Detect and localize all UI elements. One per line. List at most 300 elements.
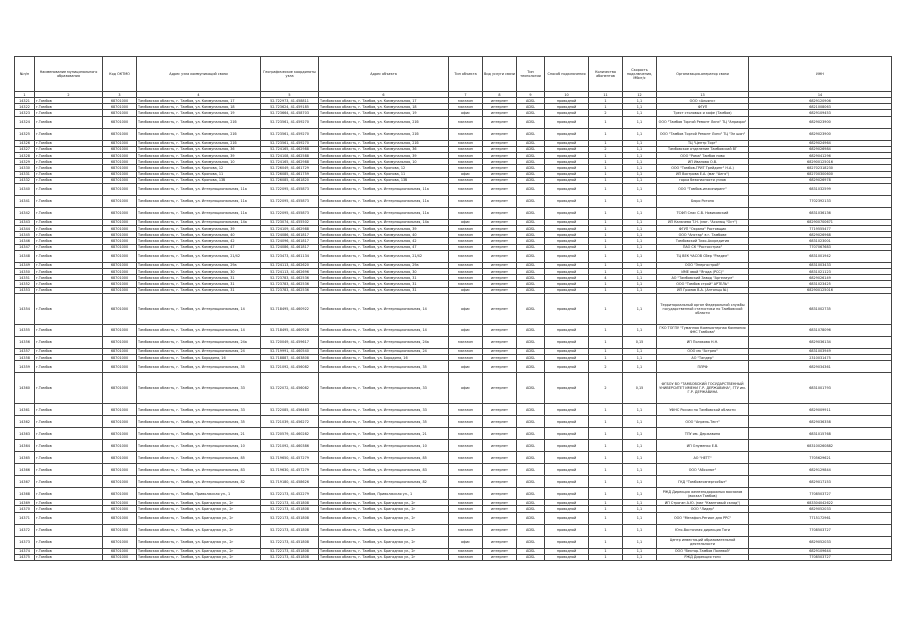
table-cell: интернет xyxy=(483,269,517,275)
table-cell: 1,1 xyxy=(623,324,657,336)
table-cell: магазин xyxy=(449,226,483,232)
table-cell: проводной xyxy=(545,128,589,140)
table-cell: 1 xyxy=(589,452,623,464)
table-cell: 14374 xyxy=(15,548,35,554)
column-header: Тип технологии xyxy=(517,57,545,92)
table-cell: г.Тамбов xyxy=(35,262,103,268)
table-cell: 14340 xyxy=(15,183,35,195)
table-cell: 1,1 xyxy=(623,165,657,171)
table-cell: ADSL xyxy=(517,428,545,440)
table-cell: 14372 xyxy=(15,524,35,536)
table-cell: 52.724113, 41.462696 xyxy=(261,269,319,275)
table-cell: 1,1 xyxy=(623,128,657,140)
table-cell: Тамбовская область, г. Тамбов, ул. Интернациональная, 33 xyxy=(137,373,261,404)
table-cell: Тамбовская область, г. Тамбов, ул. Кронова, 11 xyxy=(137,171,261,177)
table-cell: 6829129844 xyxy=(749,464,892,476)
table-cell: 52.722173, 41.451808 xyxy=(261,554,319,560)
table-cell: проводной xyxy=(545,416,589,428)
table-cell: Тамбовская область, г. Тамбов, Приволжская ул., 1 xyxy=(137,488,261,500)
table-cell: 14352 xyxy=(15,281,35,287)
table-cell: 1 xyxy=(589,207,623,219)
table-cell: интернет xyxy=(483,104,517,110)
table-cell: 1 xyxy=(589,238,623,244)
table-cell: Тамбовская область, г. Тамбов, ул. Кронова, 11 xyxy=(319,171,449,177)
table-cell: Тамбовская область, г. Тамбов, ул. Коммунальная, 18 xyxy=(137,104,261,110)
table-cell: 1,1 xyxy=(623,116,657,128)
table-cell: 1 xyxy=(589,464,623,476)
table-cell: 1 xyxy=(589,159,623,165)
table-cell: Тамбовская область, г. Тамбов, Приволжская ул., 1 xyxy=(319,488,449,500)
table-cell: 68701000 xyxy=(103,452,137,464)
table-cell: 1 xyxy=(589,104,623,110)
table-cell: ИП Калачева Т.Н. (маг. "Асолюц "Ост") xyxy=(657,219,749,225)
table-cell: проводной xyxy=(545,524,589,536)
table-cell: магазин xyxy=(449,404,483,416)
table-cell: Тамбовская область, г. Тамбов, ул. Коммунальная, 42 xyxy=(319,238,449,244)
table-cell: 52.721092, 41.460386 xyxy=(261,440,319,452)
table-cell: 1,1 xyxy=(623,195,657,207)
table-cell: г.Тамбов xyxy=(35,361,103,373)
table-cell: 7715172961 xyxy=(749,512,892,524)
table-cell: 6831002735 xyxy=(749,293,892,324)
table-cell: 52.723783, 41.462536 xyxy=(261,287,319,293)
table-cell: ADSL xyxy=(517,159,545,165)
column-header: Количество абонентов xyxy=(589,57,623,92)
table-cell: 52.726049, 41.461729 xyxy=(261,165,319,171)
table-cell: Тамбовская область, г. Тамбов, ул. Интернациональная, 24а xyxy=(319,336,449,348)
table-cell: ADSL xyxy=(517,324,545,336)
table-cell: ADSL xyxy=(517,183,545,195)
table-cell: проводной xyxy=(545,226,589,232)
table-cell: 6829026968 xyxy=(749,232,892,238)
table-cell: 68701000 xyxy=(103,524,137,536)
table-cell: офис xyxy=(449,324,483,336)
table-cell: 52.724096, 41.461817 xyxy=(261,238,319,244)
table-cell: проводной xyxy=(545,269,589,275)
table-cell: 6821008063 xyxy=(749,104,892,110)
table-cell: интернет xyxy=(483,500,517,506)
table-cell: интернет xyxy=(483,232,517,238)
table-cell: 1,1 xyxy=(623,226,657,232)
table-cell: г.Тамбов xyxy=(35,404,103,416)
table-cell: ADSL xyxy=(517,195,545,207)
column-header: Адрес объекта xyxy=(319,57,449,92)
table-cell: 1,1 xyxy=(623,219,657,225)
table-cell: ADSL xyxy=(517,226,545,232)
table-cell: 1 xyxy=(589,348,623,354)
column-number: 2 xyxy=(35,92,103,98)
table-row xyxy=(15,195,892,207)
table-cell: Юго-Восточная дирекция Тяги xyxy=(657,524,749,536)
table-cell: 68701000 xyxy=(103,373,137,404)
table-cell: 52.723664, 41.458703 xyxy=(261,110,319,116)
table-row xyxy=(15,324,892,336)
column-header: Код ОКТМО xyxy=(103,57,137,92)
table-cell: магазин xyxy=(449,506,483,512)
table-cell: 14327 xyxy=(15,146,35,152)
table-cell: офис xyxy=(449,287,483,293)
table-cell: ТЦ ВЕК ЧАСОВ Сбер "Раздел" xyxy=(657,250,749,262)
table-cell: интернет xyxy=(483,110,517,116)
table-cell: ИП Полякова Н.Н. xyxy=(657,336,749,348)
table-cell: интернет xyxy=(483,548,517,554)
table-cell: интернет xyxy=(483,536,517,548)
table-cell: 52.722072, 41.456082 xyxy=(261,373,319,404)
table-cell: проводной xyxy=(545,177,589,183)
table-cell: ООО "Лидер" xyxy=(657,506,749,512)
table-cell: 6829052033 xyxy=(749,536,892,548)
table-cell: АО "Тандер" xyxy=(657,354,749,360)
table-cell: интернет xyxy=(483,195,517,207)
table-cell: проводной xyxy=(545,404,589,416)
table-cell: АО "Тамбовский Завод "Аргелиум" xyxy=(657,275,749,281)
table-cell: Тамбовская область, г. Тамбов, ул. Бригадная ул., 2г xyxy=(319,536,449,548)
table-cell: 52.723473, 41.461134 xyxy=(261,250,319,262)
table-cell: проводной xyxy=(545,500,589,506)
table-cell: 68701000 xyxy=(103,404,137,416)
table-cell: офис xyxy=(449,361,483,373)
table-cell: Тамбовская область, г. Тамбов, ул. Интернациональная, 14 xyxy=(137,293,261,324)
table-cell: г.Тамбов xyxy=(35,159,103,165)
table-cell: Тамбовская область, г. Тамбов, ул. Коммунальная, 21б xyxy=(137,140,261,146)
table-cell: 1,1 xyxy=(623,140,657,146)
table-cell: 1,1 xyxy=(623,152,657,158)
table-cell: 1 xyxy=(589,177,623,183)
table-cell: г.Тамбов xyxy=(35,416,103,428)
table-cell: 68701000 xyxy=(103,324,137,336)
table-cell: ADSL xyxy=(517,293,545,324)
table-cell: проводной xyxy=(545,488,589,500)
spreadsheet-page xyxy=(14,56,891,561)
table-cell: 14371 xyxy=(15,512,35,524)
table-cell: 52.721039, 41.456272 xyxy=(261,416,319,428)
table-cell: 1,1 xyxy=(623,293,657,324)
table-cell: проводной xyxy=(545,207,589,219)
table-cell: г.Тамбов xyxy=(35,226,103,232)
table-cell: г.Тамбов xyxy=(35,324,103,336)
table-cell: 68701000 xyxy=(103,110,137,116)
table-cell: Тамбовская область, г. Тамбов, ул. Коммунальная, 21б xyxy=(137,128,261,140)
table-cell: 1,1 xyxy=(623,404,657,416)
table-cell: интернет xyxy=(483,98,517,104)
table-cell: г.Тамбов xyxy=(35,548,103,554)
table-cell: 1,1 xyxy=(623,428,657,440)
column-header: №п/п xyxy=(15,57,35,92)
table-cell: 52.718887, 41.463808 xyxy=(261,354,319,360)
table-cell: магазин xyxy=(449,500,483,506)
table-cell: интернет xyxy=(483,146,517,152)
table-cell: Тамбовская область, г. Тамбов, ул. Коммунальная, 31 xyxy=(319,275,449,281)
table-cell: 14332 xyxy=(15,177,35,183)
table-row xyxy=(15,128,892,140)
table-cell: 68701000 xyxy=(103,548,137,554)
table-row xyxy=(15,536,892,548)
table-cell: проводной xyxy=(545,554,589,560)
table-cell: Тамбовская область, г. Тамбов, ул. Интернациональная, 21 xyxy=(319,428,449,440)
table-cell: проводной xyxy=(545,361,589,373)
table-cell: магазин xyxy=(449,250,483,262)
table-cell: проводной xyxy=(545,440,589,452)
table-cell: 682702318230 xyxy=(749,165,892,171)
table-cell: 0,15 xyxy=(623,336,657,348)
table-cell: 68701000 xyxy=(103,195,137,207)
table-cell: интернет xyxy=(483,171,517,177)
table-cell: 1,1 xyxy=(623,110,657,116)
table-cell: ADSL xyxy=(517,244,545,250)
table-cell: 1,1 xyxy=(623,536,657,548)
table-cell: 1,1 xyxy=(623,440,657,452)
table-cell: интернет xyxy=(483,354,517,360)
table-cell: 52.722173, 41.451808 xyxy=(261,524,319,536)
table-cell: ADSL xyxy=(517,336,545,348)
table-cell: проводной xyxy=(545,324,589,336)
table-cell: 2 xyxy=(589,146,623,152)
table-cell: Тамбовская область, г. Тамбов, ул. Интернациональная, 14 xyxy=(319,324,449,336)
table-cell: магазин xyxy=(449,128,483,140)
table-cell: интернет xyxy=(483,152,517,158)
table-cell: проводной xyxy=(545,373,589,404)
table-row xyxy=(15,404,892,416)
table-cell: ADSL xyxy=(517,404,545,416)
table-cell: 682900125016 xyxy=(749,159,892,165)
column-number: 1 xyxy=(15,92,35,98)
table-cell: 1,1 xyxy=(623,262,657,268)
table-cell: 14366 xyxy=(15,464,35,476)
table-cell: 6831003949 xyxy=(749,348,892,354)
table-cell: 52.718495, 41.460922 xyxy=(261,293,319,324)
table-cell: ООО "Тамбов-инжиниринг" xyxy=(657,183,749,195)
table-cell: 1,1 xyxy=(623,269,657,275)
table-row xyxy=(15,416,892,428)
table-cell: Тамбовская область, г. Тамбов, ул. Коммунальная, 21б xyxy=(319,116,449,128)
table-cell: Трест столовых и кафе (Тамбов) xyxy=(657,110,749,116)
table-cell: ADSL xyxy=(517,354,545,360)
table-cell: интернет xyxy=(483,275,517,281)
table-cell: интернет xyxy=(483,554,517,560)
table-cell: ФГУП xyxy=(657,104,749,110)
table-cell: 6831003433 xyxy=(749,262,892,268)
table-cell: магазин xyxy=(449,262,483,268)
table-cell: 1,1 xyxy=(623,177,657,183)
table-cell: интернет xyxy=(483,177,517,183)
table-cell: 14343 xyxy=(15,219,35,225)
table-cell: 52.719650, 41.457279 xyxy=(261,452,319,464)
table-cell: 682900125016 xyxy=(749,287,892,293)
table-cell: 6829009911 xyxy=(749,404,892,416)
table-cell: интернет xyxy=(483,250,517,262)
table-cell: ADSL xyxy=(517,506,545,512)
table-cell: 682900700671 xyxy=(749,219,892,225)
table-cell: Тамбовская область, г. Тамбов, ул. Коммунальная, 47 xyxy=(137,244,261,250)
table-cell: ИП Строган А.Ю. (маг "Квантовый склад") xyxy=(657,500,749,506)
table-body xyxy=(15,98,892,561)
table-cell: 6831023425 xyxy=(749,281,892,287)
table-cell: магазин xyxy=(449,464,483,476)
table-cell: ООО "Мегафон-Регион для РРС" xyxy=(657,512,749,524)
table-cell: магазин xyxy=(449,336,483,348)
table-cell: 14326 xyxy=(15,140,35,146)
table-cell: 1 xyxy=(589,269,623,275)
table-cell: 52.723561, 41.459270 xyxy=(261,140,319,146)
table-cell: г.Тамбов xyxy=(35,373,103,404)
table-row xyxy=(15,488,892,500)
table-cell: проводной xyxy=(545,195,589,207)
table-row xyxy=(15,116,892,128)
table-cell: 68701000 xyxy=(103,354,137,360)
table-cell: интернет xyxy=(483,324,517,336)
table-cell: Тамбовская область, г. Тамбов, ул. Бригадная ул., 2г xyxy=(319,506,449,512)
table-cell: 6831015768 xyxy=(749,428,892,440)
table-cell: 14323 xyxy=(15,110,35,116)
table-cell: 14330 xyxy=(15,165,35,171)
table-cell: 14321 xyxy=(15,98,35,104)
table-cell: Тамбовская область, г. Тамбов, ул. Интернациональная, 33 xyxy=(137,404,261,416)
table-cell: интернет xyxy=(483,116,517,128)
table-cell: Тамбовская область, г. Тамбов, ул. Коммунальная, 39 xyxy=(137,226,261,232)
table-cell: 682700300600 xyxy=(749,171,892,177)
table-cell: Тамбовская область, г. Тамбов, ул. Коммунальная, 21б xyxy=(319,140,449,146)
table-cell: 68701000 xyxy=(103,128,137,140)
table-cell: проводной xyxy=(545,110,589,116)
table-cell: 68701000 xyxy=(103,554,137,560)
table-row xyxy=(15,373,892,404)
table-cell: 6829036134 xyxy=(749,336,892,348)
table-cell: 68701000 xyxy=(103,506,137,512)
table-cell: 68701000 xyxy=(103,183,137,195)
table-cell: 14353 xyxy=(15,287,35,293)
table-cell: офис xyxy=(449,536,483,548)
table-cell: интернет xyxy=(483,428,517,440)
table-cell: 52.724165, 41.462988 xyxy=(261,159,319,165)
table-cell: г.Тамбов xyxy=(35,287,103,293)
table-cell: интернет xyxy=(483,226,517,232)
table-cell: Тамбовская область, г. Тамбов, ул. Коммунальная, 21/42 xyxy=(137,250,261,262)
table-cell: интернет xyxy=(483,244,517,250)
table-cell: ИП Иванова О.В. xyxy=(657,159,749,165)
column-number: 9 xyxy=(517,92,545,98)
table-cell: 6829052033 xyxy=(749,506,892,512)
table-cell: 14342 xyxy=(15,207,35,219)
table-cell: 14345 xyxy=(15,232,35,238)
table-cell: Тамбовская область, г. Тамбов, ул. Коммунальная, 39 xyxy=(319,152,449,158)
table-cell: интернет xyxy=(483,287,517,293)
table-cell: 6831036136 xyxy=(749,207,892,219)
table-cell: 7705629621 xyxy=(749,452,892,464)
table-cell: 1,1 xyxy=(623,506,657,512)
table-cell: горка безопасности узлов xyxy=(657,177,749,183)
table-cell: 14360 xyxy=(15,373,35,404)
table-cell: 14356 xyxy=(15,336,35,348)
table-cell: интернет xyxy=(483,404,517,416)
table-cell: Тамбовская область, г. Тамбов, ул. Бригадная ул., 2г xyxy=(137,512,261,524)
table-cell: 14363 xyxy=(15,428,35,440)
table-cell: 52.724113, 41.462620 xyxy=(261,262,319,268)
table-cell: Территориальный орган Федеральной службы государственной статистики по Тамбовской области xyxy=(657,293,749,324)
table-row xyxy=(15,464,892,476)
table-cell: Тамбовская область, г. Тамбов, ул. Интернациональная, 83 xyxy=(319,464,449,476)
column-header: Тип объекта xyxy=(449,57,483,92)
table-cell: Тамбовская область, г. Тамбов, ул. Интернациональная, 35 xyxy=(319,361,449,373)
table-cell: интернет xyxy=(483,452,517,464)
table-cell: 6829017153 xyxy=(749,476,892,488)
table-cell: 6831078096 xyxy=(749,324,892,336)
table-cell: Тамбовская область, г. Тамбов, ул. Коммунальная, 17 xyxy=(137,98,261,104)
table-cell: 14349 xyxy=(15,262,35,268)
table-cell: 683100260882 xyxy=(749,440,892,452)
column-number: 3 xyxy=(103,92,137,98)
table-cell: Тамбовская область, г. Тамбов, ул. Интернациональная, 82 xyxy=(137,476,261,488)
table-cell: г.Тамбов xyxy=(35,98,103,104)
table-cell: ООО "Анстар" в г. Тамбове xyxy=(657,232,749,238)
table-cell: ФГБОУ ВО "ТАМБОВСКИЙ ГОСУДАРСТВЕННЫЙ УНИВЕРСИТЕТ ИМЕНИ Г.Р. ДЕРЖАВИНА", ГТУ им. Г.Р. ДЕРЖАВИНА xyxy=(657,373,749,404)
table-cell: проводной xyxy=(545,250,589,262)
table-cell: 52.722085, 41.456463 xyxy=(261,404,319,416)
table-cell: 2 xyxy=(589,110,623,116)
table-cell: проводной xyxy=(545,348,589,354)
table-cell: 52.722095, 41.455873 xyxy=(261,195,319,207)
table-cell: 1 xyxy=(589,506,623,512)
table-row xyxy=(15,476,892,488)
table-row xyxy=(15,207,892,219)
table-cell: магазин xyxy=(449,104,483,110)
table-cell: 1,1 xyxy=(623,244,657,250)
table-cell: 52.722173, 41.451808 xyxy=(261,536,319,548)
table-cell: магазин xyxy=(449,195,483,207)
table-cell: проводной xyxy=(545,452,589,464)
table-cell: 68701000 xyxy=(103,488,137,500)
table-cell: магазин xyxy=(449,159,483,165)
table-cell: Тамбовская область, г. Тамбов, ул. Интернациональная, 10 xyxy=(137,440,261,452)
column-number: 11 xyxy=(589,92,623,98)
table-cell: проводной xyxy=(545,464,589,476)
table-cell: интернет xyxy=(483,476,517,488)
table-cell: Тамбовская область, г. Тамбов, ул. Интернациональная, 35 xyxy=(137,416,261,428)
table-cell: проводной xyxy=(545,336,589,348)
table-cell: 68701000 xyxy=(103,281,137,287)
table-cell: интернет xyxy=(483,281,517,287)
table-cell: интернет xyxy=(483,373,517,404)
table-cell: 52.722173, 41.451808 xyxy=(261,500,319,506)
table-cell: Тамбовская область, г. Тамбов, ул. Бригадная ул., 2г xyxy=(137,536,261,548)
table-cell: Тамбовская область, г. Тамбов, ул. Коммунальная, 19 xyxy=(137,110,261,116)
header-row xyxy=(15,57,892,92)
table-cell: ADSL xyxy=(517,140,545,146)
table-cell: магазин xyxy=(449,275,483,281)
table-cell: магазин xyxy=(449,238,483,244)
table-cell: 6829109453 xyxy=(749,110,892,116)
table-cell: 6831023001 xyxy=(749,238,892,244)
table-cell: г.Тамбов xyxy=(35,244,103,250)
table-cell: 1 xyxy=(589,183,623,195)
table-cell: 68701000 xyxy=(103,464,137,476)
table-cell: магазин xyxy=(449,152,483,158)
table-cell: ООО "Апрель-Тест" xyxy=(657,416,749,428)
table-cell: 14350 xyxy=(15,269,35,275)
table-cell: проводной xyxy=(545,506,589,512)
table-cell: 1,1 xyxy=(623,238,657,244)
table-cell: интернет xyxy=(483,293,517,324)
table-cell: Тамбовская область, г. Тамбов, ул. Интернациональная, 24 xyxy=(319,348,449,354)
table-cell: 52.721092, 41.456082 xyxy=(261,361,319,373)
table-cell: ADSL xyxy=(517,536,545,548)
table-cell: 1 xyxy=(589,281,623,287)
table-cell: Тамбовская область, г. Тамбов, ул. Интернациональная, 14а xyxy=(137,219,261,225)
table-cell: Тамбовская область, г. Тамбов, ул. Интернациональная, 11а xyxy=(319,195,449,207)
table-cell: ИП Громов В.А. (Антонцы №) xyxy=(657,287,749,293)
table-cell: г.Тамбов xyxy=(35,488,103,500)
table-cell: ADSL xyxy=(517,488,545,500)
table-cell: 1 xyxy=(589,336,623,348)
